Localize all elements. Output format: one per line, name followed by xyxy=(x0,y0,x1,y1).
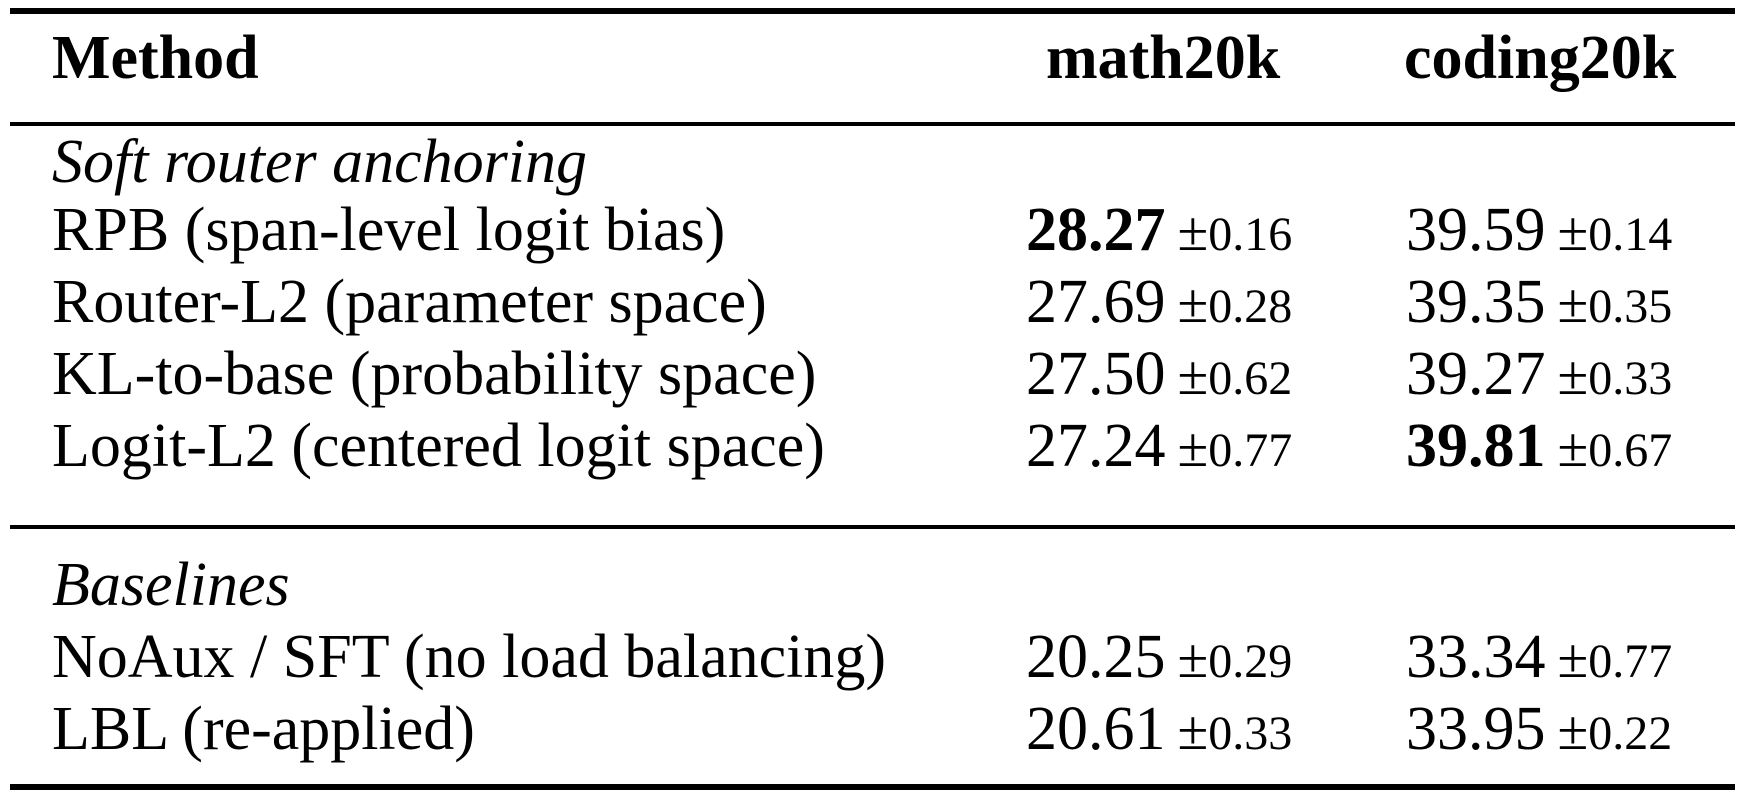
header-math: math20k xyxy=(1046,24,1281,92)
math-score xyxy=(1026,621,1292,698)
coding-mean: 39.35 xyxy=(1406,268,1546,336)
coding-mean: 33.34 xyxy=(1406,623,1546,691)
table-row xyxy=(10,693,1735,765)
method-name: Router-L2 (parameter space) xyxy=(52,268,767,336)
math-std: ±0.62 xyxy=(1177,345,1293,407)
coding-mean: 39.59 xyxy=(1406,196,1546,264)
section-rule xyxy=(10,525,1735,529)
table-row xyxy=(10,410,1735,482)
coding-std: ±0.77 xyxy=(1557,628,1673,690)
table-row xyxy=(10,338,1735,410)
coding-score xyxy=(1406,621,1672,698)
coding-score xyxy=(1406,410,1672,487)
method-name: NoAux / SFT (no load balancing) xyxy=(52,623,887,691)
math-std: ±0.29 xyxy=(1177,628,1293,690)
math-score xyxy=(1026,266,1292,343)
math-score xyxy=(1026,410,1292,487)
header-row xyxy=(10,22,1735,94)
math-std: ±0.33 xyxy=(1177,700,1293,762)
table-row xyxy=(10,621,1735,693)
math-std: ±0.77 xyxy=(1177,417,1293,479)
math-score xyxy=(1026,338,1292,415)
section-label-row xyxy=(10,126,1735,198)
math-std: ±0.16 xyxy=(1177,201,1293,263)
coding-score xyxy=(1406,693,1672,770)
math-mean: 20.25 xyxy=(1026,623,1166,691)
coding-mean: 39.81 xyxy=(1406,412,1546,480)
table-row xyxy=(10,266,1735,338)
table-row xyxy=(10,194,1735,266)
coding-mean: 39.27 xyxy=(1406,340,1546,408)
coding-mean: 33.95 xyxy=(1406,695,1546,763)
bottom-rule xyxy=(10,784,1735,790)
math-mean: 28.27 xyxy=(1026,196,1166,264)
coding-std: ±0.22 xyxy=(1557,700,1673,762)
coding-score xyxy=(1406,194,1672,271)
method-name: Logit-L2 (centered logit space) xyxy=(52,412,825,480)
method-name: KL-to-base (probability space) xyxy=(52,340,817,408)
results-table xyxy=(10,8,1735,790)
coding-std: ±0.35 xyxy=(1557,273,1673,335)
header-method: Method xyxy=(52,24,259,92)
top-rule xyxy=(10,8,1735,14)
coding-std: ±0.14 xyxy=(1557,201,1673,263)
section-label: Soft router anchoring xyxy=(52,128,588,196)
math-mean: 20.61 xyxy=(1026,695,1166,763)
coding-score xyxy=(1406,338,1672,415)
header-coding: coding20k xyxy=(1404,24,1677,92)
math-mean: 27.24 xyxy=(1026,412,1166,480)
math-score xyxy=(1026,194,1292,271)
coding-std: ±0.33 xyxy=(1557,345,1673,407)
math-score xyxy=(1026,693,1292,770)
method-name: LBL (re-applied) xyxy=(52,695,475,763)
section-label-row xyxy=(10,549,1735,621)
coding-std: ±0.67 xyxy=(1557,417,1673,479)
coding-score xyxy=(1406,266,1672,343)
math-std: ±0.28 xyxy=(1177,273,1293,335)
method-name: RPB (span-level logit bias) xyxy=(52,196,726,264)
math-mean: 27.50 xyxy=(1026,340,1166,408)
section-label: Baselines xyxy=(52,551,290,619)
math-mean: 27.69 xyxy=(1026,268,1166,336)
